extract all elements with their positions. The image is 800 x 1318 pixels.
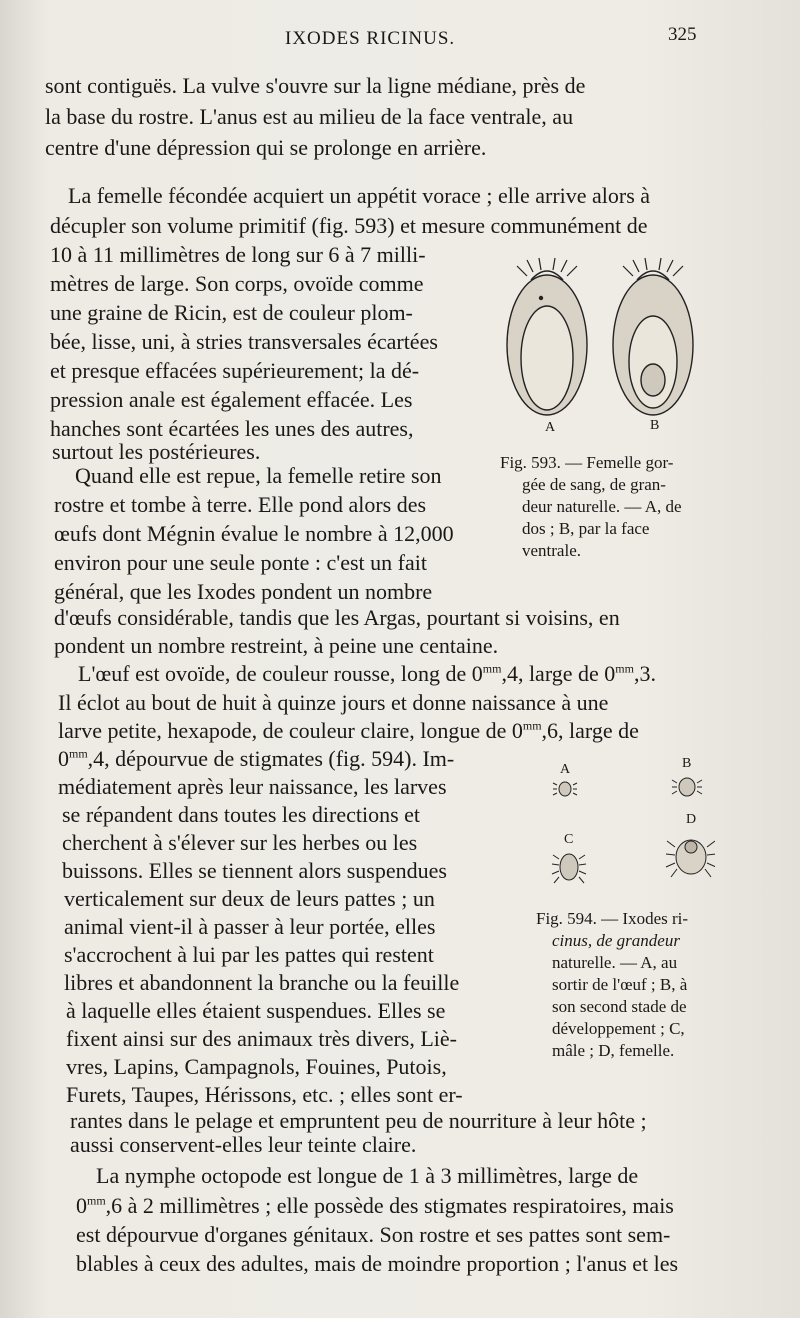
figure-593-label-a: A (545, 420, 556, 435)
body-line: verticalement sur deux de leurs pattes ; un (64, 886, 435, 911)
body-line: et presque effacées supérieurement; la dé- (50, 358, 420, 383)
body-line: bée, lisse, uni, à stries transversales écartées (50, 329, 438, 354)
tick-engorged-female-illustration (495, 250, 705, 420)
figure-594-caption-line: sortir de l'œuf ; B, à (552, 975, 688, 994)
figure-593-caption-line: dos ; B, par la face (522, 519, 650, 538)
body-line: animal vient-il à passer à leur portée, elles (64, 914, 436, 939)
body-line: hanches sont écartées les unes des autres, (50, 416, 414, 441)
tick-life-stages-illustration (545, 775, 715, 890)
body-line: une graine de Ricin, est de couleur plom- (50, 300, 413, 325)
figure-593-caption-line: deur naturelle. — A, de (522, 497, 682, 516)
body-line: Quand elle est repue, la femelle retire son (75, 463, 442, 488)
figure-593-label-b: B (650, 418, 660, 433)
body-line: s'accrochent à lui par les pattes qui restent (64, 942, 434, 967)
running-title: IXODES RICINUS. (285, 28, 456, 49)
figure-594-caption-line: mâle ; D, femelle. (552, 1041, 675, 1060)
figure-594-label-b: B (682, 756, 692, 771)
body-line: environ pour une seule ponte : c'est un fait (54, 550, 427, 575)
body-line: La femelle fécondée acquiert un appétit vorace ; elle arrive alors à (68, 183, 651, 208)
body-line: rantes dans le pelage et empruntent peu de nourriture à leur hôte ; (70, 1108, 647, 1133)
body-line: cherchent à s'élever sur les herbes ou les (62, 830, 418, 855)
figure-593-caption-line: ventrale. (522, 541, 581, 560)
body-line: général, que les Ixodes pondent un nombre (54, 579, 433, 604)
figure-594-label-d: D (686, 812, 697, 827)
body-line: libres et abandonnent la branche ou la feuille (64, 970, 460, 995)
figure-594-caption-line: naturelle. — A, au (552, 953, 678, 972)
body-line: $0^{mm},4$, dépourvue de stigmates (fig. 594). Im- (58, 746, 455, 771)
body-line: buissons. Elles se tiennent alors suspendues (62, 858, 447, 883)
body-line: L'œuf est ovoïde, de couleur rousse, long de $0^{mm},4$, large de $0^{mm},3$. (78, 661, 656, 686)
figure-593-caption-line: Fig. 593. — Femelle gor- (500, 453, 674, 472)
body-line: la base du rostre. L'anus est au milieu de la face ventrale, au (45, 104, 574, 129)
body-line: fixent ainsi sur des animaux très divers, Liè- (66, 1026, 458, 1051)
body-line: La nymphe octopode est longue de 1 à 3 millimètres, large de (96, 1163, 639, 1188)
figure-594-caption-line: cinus, de grandeur (552, 931, 680, 950)
figure-594-caption-line: Fig. 594. — Ixodes ri- (536, 909, 689, 928)
body-line: médiatement après leur naissance, les larves (58, 774, 447, 799)
body-line: œufs dont Mégnin évalue le nombre à 12,000 (54, 521, 454, 546)
body-line: Furets, Taupes, Hérissons, etc. ; elles sont er- (66, 1082, 463, 1107)
body-line: Il éclot au bout de huit à quinze jours et donne naissance à une (58, 690, 609, 715)
figure-594-caption-line: son second stade de (552, 997, 687, 1016)
body-line: sont contiguës. La vulve s'ouvre sur la ligne médiane, près de (45, 73, 586, 98)
body-line: vres, Lapins, Campagnols, Fouines, Putois, (66, 1054, 447, 1079)
body-line: $0^{mm},6$ à 2 millimètres ; elle possède des stigmates respiratoires, mais (76, 1193, 674, 1218)
body-line: 10 à 11 millimètres de long sur 6 à 7 milli- (50, 242, 426, 267)
figure-594-label-c: C (564, 832, 574, 847)
body-line: est dépourvue d'organes génitaux. Son rostre et ses pattes sont sem- (76, 1222, 671, 1247)
body-line: à laquelle elles étaient suspendues. Elles se (66, 998, 446, 1023)
figure-594-label-a: A (560, 762, 571, 777)
body-line: centre d'une dépression qui se prolonge en arrière. (45, 135, 487, 160)
body-line: pondent un nombre restreint, à peine une centaine. (54, 633, 499, 658)
body-line: surtout les postérieures. (52, 439, 261, 464)
body-line: aussi conservent-elles leur teinte claire. (70, 1132, 417, 1157)
figure-593-caption-line: gée de sang, de gran- (522, 475, 666, 494)
body-line: décupler son volume primitif (fig. 593) et mesure communément de (50, 213, 648, 238)
body-line: d'œufs considérable, tandis que les Argas, pourtant si voisins, en (54, 605, 620, 630)
body-line: se répandent dans toutes les directions et (62, 802, 421, 827)
body-line: larve petite, hexapode, de couleur claire, longue de $0^{mm},6$, large de (58, 718, 639, 743)
body-line: rostre et tombe à terre. Elle pond alors des (54, 492, 427, 517)
figure-594-caption-line: développement ; C, (552, 1019, 685, 1038)
body-line: pression anale est également effacée. Les (50, 387, 413, 412)
page-number: 325 (668, 24, 697, 45)
body-line: blables à ceux des adultes, mais de moindre proportion ; l'anus et les (76, 1251, 679, 1276)
body-line: mètres de large. Son corps, ovoïde comme (50, 271, 424, 296)
